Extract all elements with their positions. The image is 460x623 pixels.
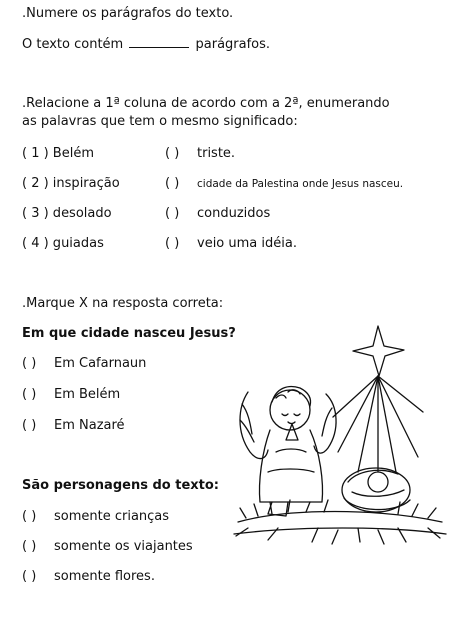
option-checkbox[interactable]: ( ) [22,356,37,371]
q4-option-2 [22,539,193,555]
match-right-text: veio uma idéia. [197,236,297,251]
match-row-2 [22,176,404,192]
option-checkbox[interactable]: ( ) [22,418,37,433]
q3-question: Em que cidade nasceu Jesus? [22,326,236,341]
match-right-text: triste. [197,146,236,161]
star-icon [333,326,423,482]
match-right-1 [165,146,235,162]
match-left-1: ( 1 ) Belém [22,146,95,161]
angel-icon [240,387,336,516]
option-text: Em Belém [54,387,121,402]
match-left-2: ( 2 ) inspiração [22,176,120,191]
match-answer-box[interactable]: ( ) [165,176,180,191]
q2-instruction-line1: .Relacione a 1ª coluna de acordo com a 2ª, enumerando [22,96,390,111]
q3-option-3 [22,418,125,434]
option-text: Em Nazaré [54,418,125,433]
q4-option-3 [22,569,155,585]
q1-instruction: .Numere os parágrafos do texto. [22,6,234,21]
match-answer-box[interactable]: ( ) [165,236,180,251]
q1-sentence-start: O texto contém [22,37,124,52]
option-checkbox[interactable]: ( ) [22,539,37,554]
match-row-3 [22,206,271,222]
match-left-3: ( 3 ) desolado [22,206,112,221]
option-text: somente crianças [54,509,170,524]
nativity-illustration [228,322,448,552]
match-right-text: conduzidos [197,206,271,221]
match-row-1 [22,146,236,162]
q3-option-2 [22,387,120,403]
option-text: somente os viajantes [54,539,193,554]
match-right-text: cidade da Palestina onde Jesus nasceu. [197,178,404,190]
match-right-3 [165,206,270,222]
q4-option-1 [22,509,169,525]
q3-instruction: .Marque X na resposta correta: [22,296,224,311]
q1-sentence-end: parágrafos. [195,37,271,52]
q2-instruction-line2: as palavras que tem o mesmo significado: [22,114,298,129]
manger-straw-icon [234,500,446,544]
option-text: Em Cafarnaun [54,356,147,371]
option-text: somente flores. [54,569,155,584]
option-checkbox[interactable]: ( ) [22,509,37,524]
q3-option-1 [22,356,146,372]
match-answer-box[interactable]: ( ) [165,206,180,221]
option-checkbox[interactable]: ( ) [22,387,37,402]
match-answer-box[interactable]: ( ) [165,146,180,161]
q1-sentence [22,36,270,53]
option-checkbox[interactable]: ( ) [22,569,37,584]
match-right-4 [165,236,297,252]
answer-blank[interactable] [129,36,189,48]
match-right-2 [165,176,403,192]
match-left-4: ( 4 ) guiadas [22,236,104,251]
match-row-4 [22,236,297,252]
q4-question: São personagens do texto: [22,478,219,493]
